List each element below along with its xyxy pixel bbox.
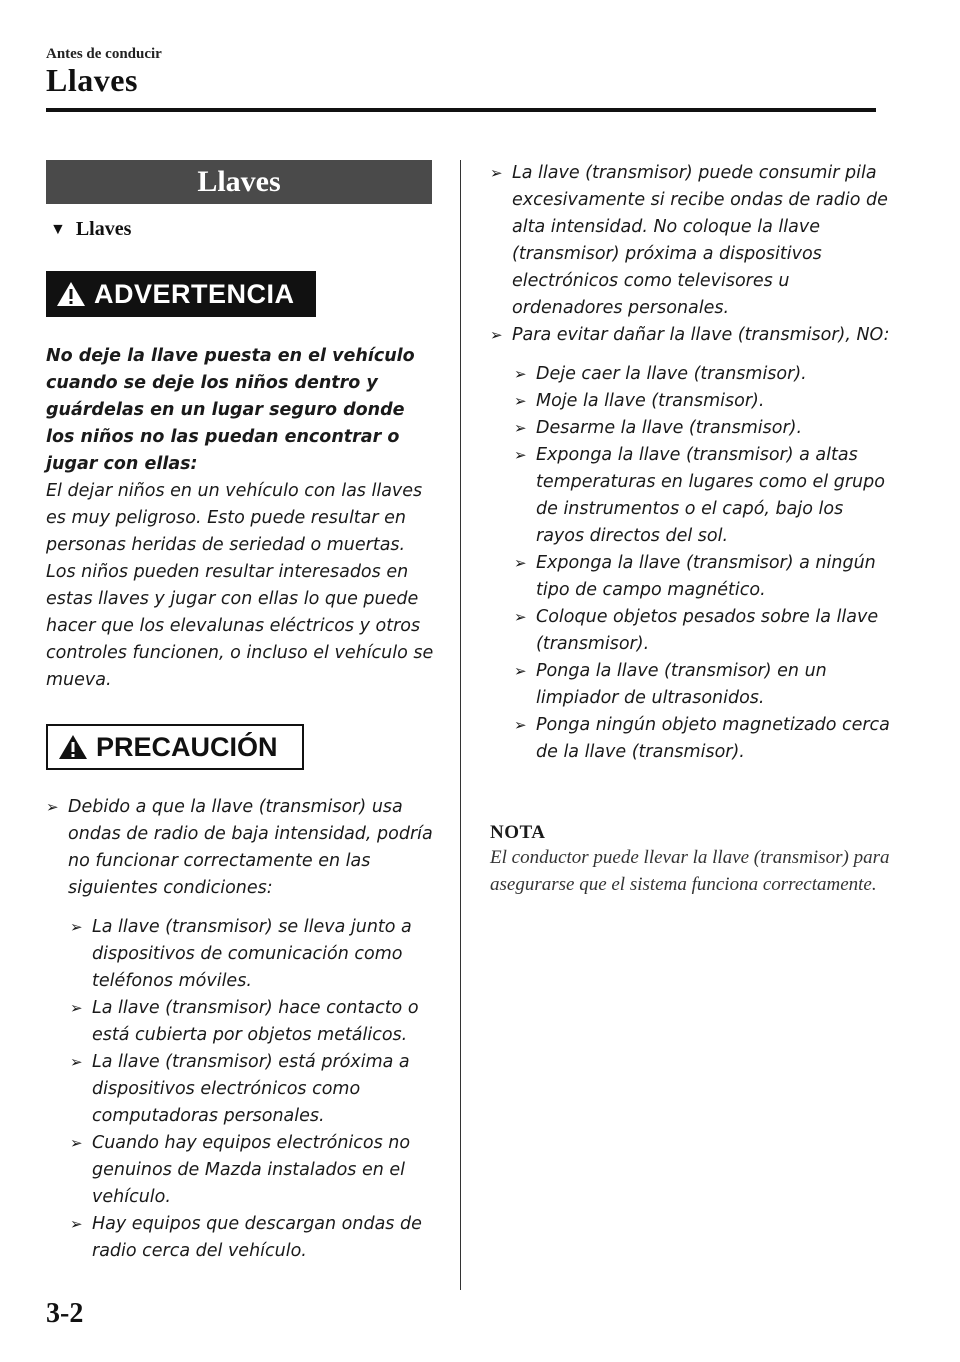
list-item: ➢ Deje caer la llave (transmisor). <box>514 361 890 388</box>
section-banner: Llaves <box>46 160 432 204</box>
list-item: ➢ Moje la llave (transmisor). <box>514 388 890 415</box>
list-item: ➢ La llave (transmisor) puede consumir pila excesivamente si recibe ondas de radio de alta intensidad. No coloque la llave (transmisor) próxima a dispositivos electrónicos como televisores u ordenadores personales. <box>490 160 890 322</box>
list-item: ➢ La llave (transmisor) se lleva junto a dispositivos de comunicación como teléfonos móviles. <box>70 914 436 995</box>
warning-icon <box>56 280 86 308</box>
list-item: ➢ La llave (transmisor) hace contacto o está cubierta por objetos metálicos. <box>70 995 436 1049</box>
list-item: ➢ Exponga la llave (transmisor) a altas temperaturas en lugares como el grupo de instrumentos o el capó, bajo los rayos directos del sol. <box>514 442 890 550</box>
warning-icon <box>58 733 88 761</box>
warning-body: El dejar niños en un vehículo con las llaves es muy peligroso. Esto puede resultar en personas heridas de seriedad o muertas. Los niños pueden resultar interesados en estas llaves y jugar con ellas lo que puede hacer que los elevalunas eléctricos y otros controles funcionen, o incluso el vehículo se mueva. <box>46 481 434 690</box>
warning-banner <box>46 271 316 317</box>
caution-label: PRECAUCIÓN <box>96 731 278 762</box>
list-item: ➢ Debido a que la llave (transmisor) usa ondas de radio de baja intensidad, podría no funcionar correctamente en las siguientes condiciones: <box>46 794 436 902</box>
triangle-down-icon: ▼ <box>50 220 66 238</box>
list-item: ➢ Para evitar dañar la llave (transmisor), NO: <box>490 322 890 349</box>
warning-text <box>46 343 436 694</box>
caution-list-continued <box>490 160 890 766</box>
dont-list <box>514 361 890 766</box>
note-text: El conductor puede llevar la llave (transmisor) para asegurarse que el sistema funciona correctamente. <box>490 847 890 895</box>
list-item: ➢ Exponga la llave (transmisor) a ningún tipo de campo magnético. <box>514 550 890 604</box>
warning-lead: No deje la llave puesta en el vehículo cuando se deje los niños dentro y guárdelas en un lugar seguro donde los niños no las puedan encontrar o jugar con ellas: <box>46 346 415 474</box>
column-divider <box>460 160 461 1290</box>
list-item: ➢ Coloque objetos pesados sobre la llave (transmisor). <box>514 604 890 658</box>
caution-banner <box>46 724 304 770</box>
list-item: ➢ Ponga ningún objeto magnetizado cerca de la llave (transmisor). <box>514 712 890 766</box>
sub-heading <box>46 218 436 241</box>
caution-list <box>46 794 436 1265</box>
page-number: 3-2 <box>46 1298 84 1329</box>
right-column <box>490 160 890 898</box>
condition-list <box>70 914 436 1265</box>
chapter-title: Llaves <box>46 62 138 98</box>
left-column <box>46 160 436 1265</box>
warning-label: ADVERTENCIA <box>94 278 295 309</box>
note-title: NOTA <box>490 822 546 843</box>
header-rule <box>46 108 876 112</box>
sub-heading-label: Llaves <box>75 218 132 240</box>
list-item: ➢ La llave (transmisor) está próxima a dispositivos electrónicos como computadoras personales. <box>70 1049 436 1130</box>
list-item: ➢ Desarme la llave (transmisor). <box>514 415 890 442</box>
list-item: ➢ Cuando hay equipos electrónicos no genuinos de Mazda instalados en el vehículo. <box>70 1130 436 1211</box>
running-head: Antes de conducir <box>46 46 162 62</box>
list-item: ➢ Hay equipos que descargan ondas de radio cerca del vehículo. <box>70 1211 436 1265</box>
list-item: ➢ Ponga la llave (transmisor) en un limpiador de ultrasonidos. <box>514 658 890 712</box>
